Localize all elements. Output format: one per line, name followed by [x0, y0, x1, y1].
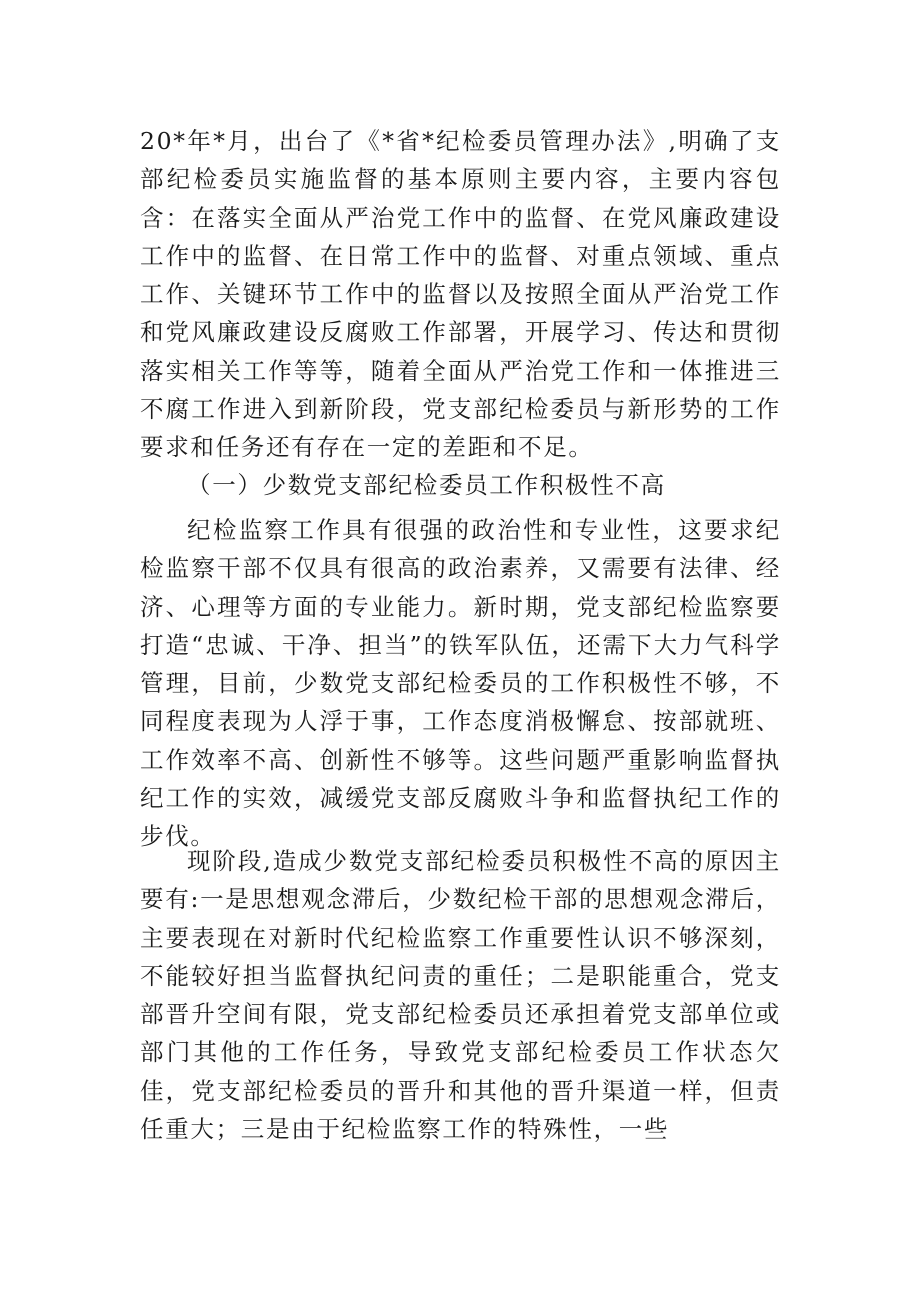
paragraph-body-2: 现阶段,造成少数党支部纪检委员积极性不高的原因主要有:一是思想观念滞后，少数纪检干部的思想观念滞后，主要表现在对新时代纪检监察工作重要性认识不够深刻，不能较好担当监督执纪问责的重任；二是职能重合，党支部晋升空间有限，党支部纪检委员还承担着党支部单位或部门其他的工作任务，导致党支部纪检委员工作状态欠佳，党支部纪检委员的晋升和其他的晋升渠道一样，但责任重大；三是由于纪检监察工作的特殊性，一些 [140, 847, 781, 1144]
paragraph-body-1: 纪检监察工作具有很强的政治性和专业性，这要求纪检监察干部不仅具有很高的政治素养，又需要有法律、经济、心理等方面的专业能力。新时期，党支部纪检监察要打造“忠诚、干净、担当”的铁军队伍，还需下大力气科学管理，目前，少数党支部纪检委员的工作积极性不够，不同程度表现为人浮于事，工作态度消极懈怠、按部就班、工作效率不高、创新性不够等。这些问题严重影响监督执纪工作的实效，减缓党支部反腐败斗争和监督执纪工作的步伐。 [140, 516, 781, 851]
paragraph-intro: 20*年*月，出台了《*省*纪检委员管理办法》,明确了支部纪检委员实施监督的基本原则主要内容，主要内容包含：在落实全面从严治党工作中的监督、在党风廉政建设工作中的监督、在日常工作中的监督、对重点领域、重点工作、关键环节工作中的监督以及按照全面从严治党工作和党风廉政建设反腐败工作部署，开展学习、传达和贯彻落实相关工作等等，随着全面从严治党工作和一体推进三不腐工作进入到新阶段，党支部纪检委员与新形势的工作要求和任务还有存在一定的差距和不足。 [140, 127, 781, 462]
section-heading: （一）少数党支部纪检委员工作积极性不高 [187, 471, 666, 499]
